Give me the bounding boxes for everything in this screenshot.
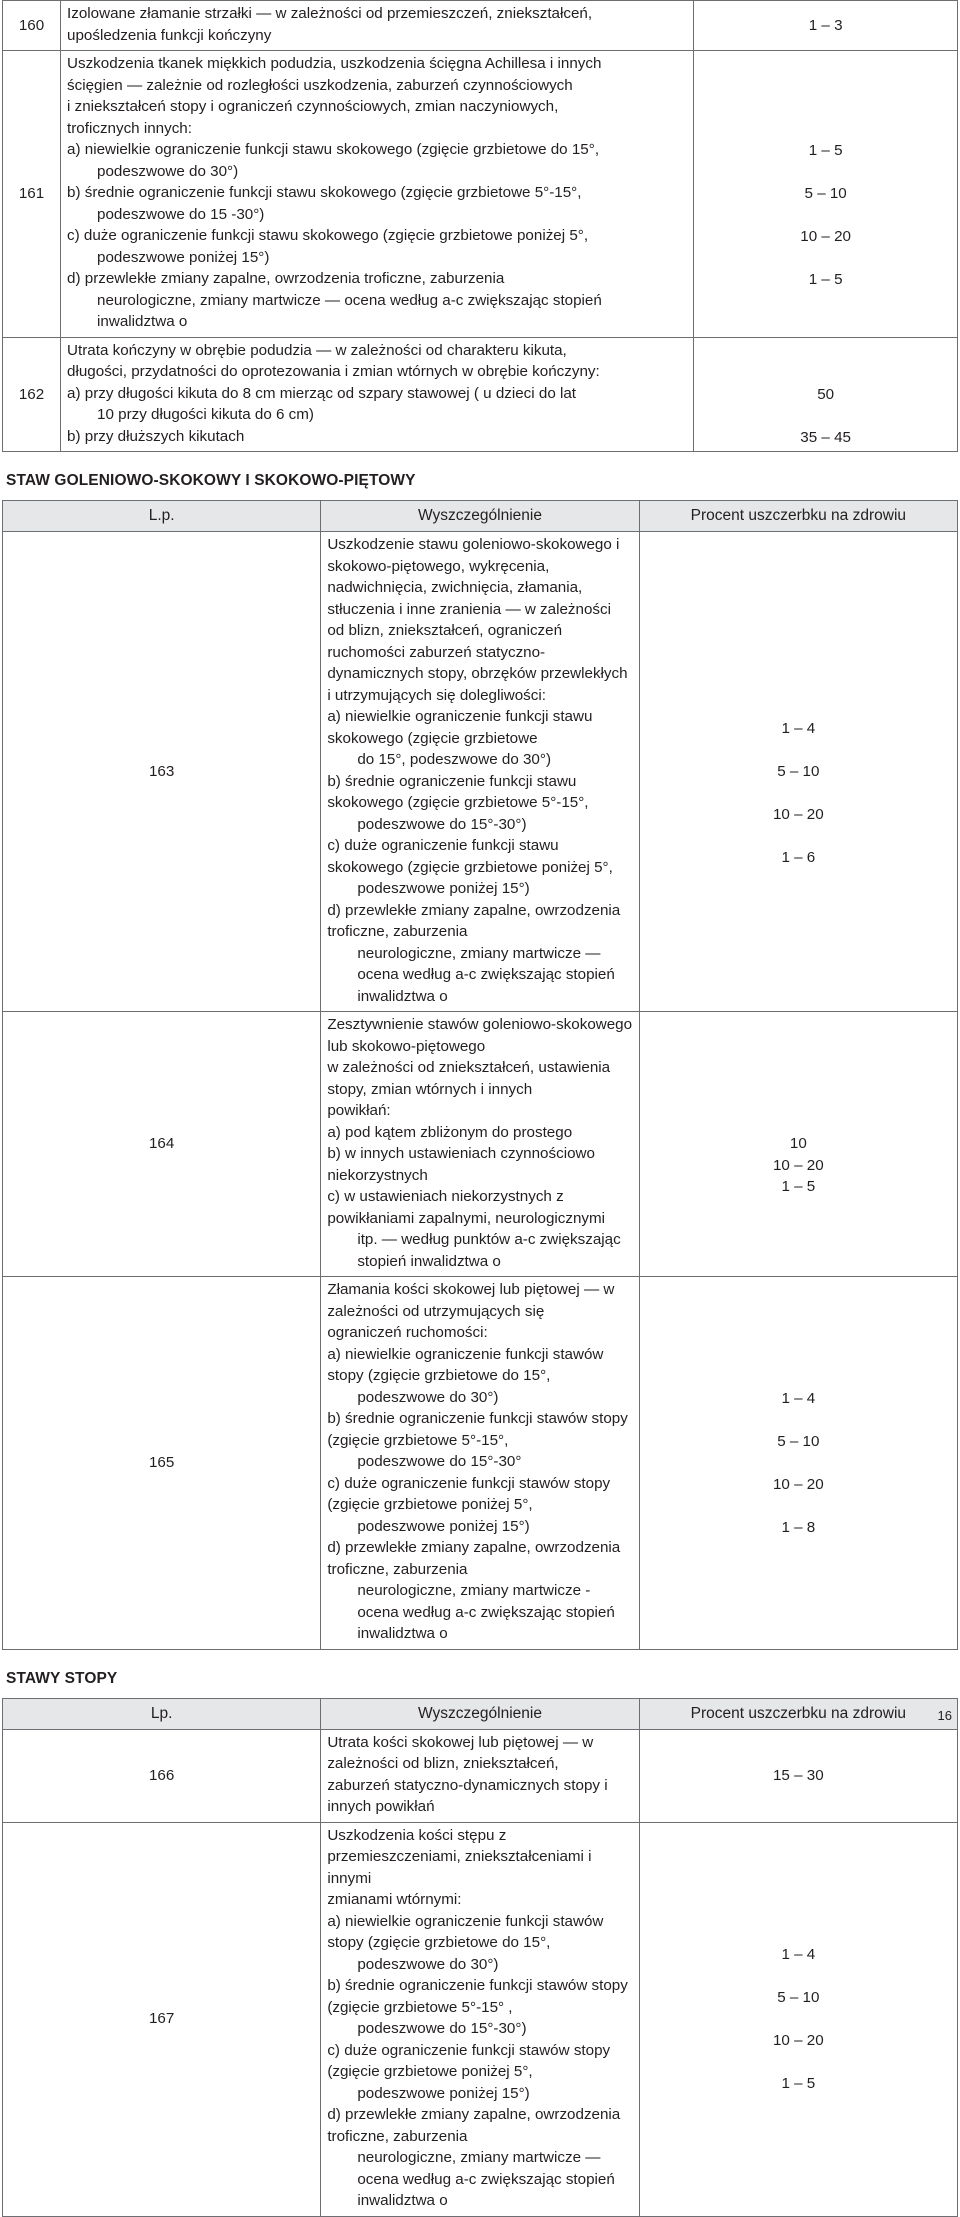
percent-value: 10 – 20 [800, 228, 851, 245]
percent-spacer [641, 1112, 956, 1134]
percent-value: 1 – 4 [781, 1389, 816, 1407]
item-line: podeszwowe do 30°) [357, 1388, 499, 1406]
row-percent [639, 1012, 957, 1277]
item-line: inwalidztwa o [357, 987, 448, 1005]
percent-spacer [695, 248, 956, 270]
percent-value: 1 – 5 [808, 271, 843, 288]
item-line: c) duże ograniczenie funkcji stawów stopy (zgięcie grzbietowe poniżej 5°, [327, 2041, 611, 2080]
percent-value: 1 – 6 [781, 848, 816, 866]
percent-value: 1 – 5 [781, 2074, 816, 2092]
row-number: 160 [3, 1, 61, 51]
percent-spacer [641, 1198, 956, 1220]
description-line: Izolowane złamanie strzałki — w zależności od przemieszczeń, zniekształceń, [67, 5, 593, 22]
row-description [321, 1729, 639, 1822]
percent-spacer [641, 890, 956, 912]
table-header-row [3, 1698, 958, 1729]
row-description [61, 1, 694, 51]
percent-value: 10 – 20 [772, 1156, 824, 1174]
item-line: d) przewlekłe zmiany zapalne, owrzodzenia troficzne, zaburzenia [327, 901, 621, 940]
percent-value: 5 – 10 [777, 1432, 820, 1450]
percent-spacer [695, 119, 956, 141]
percent-spacer [641, 2116, 956, 2138]
percent-spacer [695, 291, 956, 313]
item-line: b) średnie ograniczenie funkcji stawu skokowego (zgięcie grzbietowe 5°-15°, [67, 184, 582, 201]
section-title-ankle: STAW GOLENIOWO-SKOKOWY I SKOKOWO-PIĘTOWY [6, 472, 416, 489]
item-line: a) niewielkie ograniczenie funkcji stawu skokowego (zgięcie grzbietowe [327, 708, 593, 747]
item-line: a) niewielkie ograniczenie funkcji stawu skokowego (zgięcie grzbietowe do 15°, [67, 141, 600, 158]
percent-spacer [695, 76, 956, 98]
description-line: nadwichnięcia, zwichnięcia, złamania, stłuczenia i inne zranienia — w zależności [327, 579, 611, 618]
item-line: podeszwowe poniżej 15°) [357, 2084, 530, 2102]
percent-spacer [641, 2008, 956, 2030]
item-line: do 15°, podeszwowe do 30°) [357, 751, 552, 768]
row-number: 162 [3, 337, 61, 452]
percent-value: 1 – 8 [781, 1518, 816, 1536]
item-line: b) w innych ustawieniach czynnościowo niekorzystnych [327, 1145, 595, 1184]
item-line: podeszwowe do 15°-30° [357, 1453, 522, 1470]
percent-spacer [641, 1965, 956, 1987]
percent-spacer [641, 2051, 956, 2073]
percent-spacer [695, 162, 956, 184]
item-line: c) duże ograniczenie funkcji stawu skokowego (zgięcie grzbietowe poniżej 5°, [327, 837, 613, 876]
percent-value: 10 [789, 1135, 807, 1153]
item-line: inwalidztwa o [357, 2192, 448, 2209]
item-line: podeszwowe do 30°) [357, 1955, 499, 1973]
percent-spacer [641, 825, 956, 847]
header-percent: Procent uszczerbku na zdrowiu [639, 1698, 957, 1729]
item-line: neurologiczne, zmiany martwicze — ocena według a-c zwiększając stopień [97, 291, 602, 309]
table-foot [2, 1698, 958, 2217]
description-line: Złamania kości skokowej lub piętowej — w zależności od utrzymujących się [327, 1281, 615, 1320]
percent-spacer [695, 362, 956, 384]
item-line: podeszwowe do 15°-30°) [357, 815, 527, 833]
description-line: zmianami wtórnymi: [327, 1891, 462, 1908]
percent-value: 5 – 10 [777, 762, 820, 780]
row-number: 164 [3, 1012, 321, 1277]
description-line: Uszkodzenia kości stępu z przemieszczeniami, zniekształceniami i innymi [327, 1826, 592, 1887]
description-line: troficznych innych: [67, 119, 192, 137]
percent-value: 5 – 10 [777, 1988, 820, 2006]
header-lp: L.p. [3, 501, 321, 532]
table-ankle-body [3, 532, 958, 1650]
table-row [3, 1729, 958, 1822]
percent-spacer [641, 1495, 956, 1517]
percent-value: 15 – 30 [772, 1766, 824, 1784]
item-line: b) przy dłuższych kikutach [67, 427, 245, 445]
description-line: zaburzeń statyczno-dynamicznych stopy i innych powikłań [327, 1776, 608, 1815]
percent-spacer [695, 312, 956, 334]
item-line: b) średnie ograniczenie funkcji stawów stopy (zgięcie grzbietowe 5°-15°, [327, 1410, 628, 1449]
item-line: b) średnie ograniczenie funkcji stawów stopy (zgięcie grzbietowe 5°-15° , [327, 1977, 628, 2016]
row-percent [694, 1, 958, 51]
item-line: podeszwowe poniżej 15°) [357, 880, 530, 897]
description-line: Uszkodzenie stawu goleniowo-skokowego i skokowo-piętowego, wykręcenia, [327, 536, 620, 575]
percent-spacer [641, 1560, 956, 1582]
row-number: 161 [3, 51, 61, 338]
percent-spacer [695, 54, 956, 76]
description-line: Uszkodzenia tkanek miękkich podudzia, uszkodzenia ścięgna Achillesa i innych [67, 55, 602, 72]
percent-spacer [695, 97, 956, 119]
percent-spacer [695, 341, 956, 363]
percent-spacer [641, 1069, 956, 1091]
percent-spacer [641, 1452, 956, 1474]
item-line: inwalidztwa o [97, 313, 188, 330]
percent-value: 1 – 4 [781, 1945, 816, 1963]
percent-spacer [695, 405, 956, 427]
item-line: 10 przy długości kikuta do 6 cm) [97, 406, 314, 423]
item-line: inwalidztwa o [357, 1625, 448, 1642]
percent-value: 10 – 20 [772, 1475, 824, 1493]
table-row [3, 1, 958, 51]
table-row [3, 1822, 958, 2216]
table-row [3, 337, 958, 452]
percent-value: 10 – 20 [772, 2031, 824, 2049]
description-line: dynamicznych stopy, obrzęków przewlekłych i utrzymujących się dolegliwości: [327, 665, 628, 704]
percent-spacer [641, 1345, 956, 1367]
percent-spacer [641, 653, 956, 675]
item-line: a) przy długości kikuta do 8 cm mierząc od szpary stawowej ( u dzieci do lat [67, 384, 577, 402]
header-lp: Lp. [3, 1698, 321, 1729]
row-description [321, 1822, 639, 2216]
table-row [3, 51, 958, 338]
percent-value: 1 – 4 [781, 719, 816, 737]
percent-value: 1 – 5 [781, 1178, 816, 1196]
table-ankle [2, 500, 958, 1650]
item-line: a) pod kątem zbliżonym do prostego [327, 1123, 573, 1141]
row-percent [639, 532, 957, 1012]
item-line: c) duże ograniczenie funkcji stawu skokowego (zgięcie grzbietowe poniżej 5°, [67, 227, 589, 244]
table-row [3, 1012, 958, 1277]
percent-spacer [641, 1538, 956, 1560]
row-percent [639, 1277, 957, 1650]
percent-value: 1 – 5 [808, 142, 843, 159]
table-leg [2, 0, 958, 452]
item-line: c) w ustawieniach niekorzystnych z powikłaniami zapalnymi, neurologicznymi [327, 1188, 606, 1227]
header-description: Wyszczególnienie [321, 1698, 639, 1729]
row-percent [639, 1729, 957, 1822]
description-line: i zniekształceń stopy i ograniczeń czynnościowych, zmian naczyniowych, [67, 98, 559, 115]
item-line: itp. — według punktów a-c zwiększając stopień inwalidztwa o [357, 1231, 621, 1270]
item-line: neurologiczne, zmiany martwicze — ocena według a-c zwiększając stopień [357, 944, 615, 983]
item-line: podeszwowe do 30°) [97, 162, 239, 180]
percent-spacer [641, 1901, 956, 1923]
item-line: podeszwowe do 15°-30°) [357, 2020, 527, 2037]
row-description [321, 1277, 639, 1650]
description-line: ograniczeń ruchomości: [327, 1324, 488, 1341]
percent-value: 1 – 3 [808, 16, 843, 34]
description-line: powikłań: [327, 1102, 391, 1119]
description-line: od blizn, zniekształceń, ograniczeń ruchomości zaburzeń statyczno- [327, 622, 563, 661]
item-line: a) niewielkie ograniczenie funkcji stawów stopy (zgięcie grzbietowe do 15°, [327, 1912, 604, 1951]
description-line: Zesztywnienie stawów goleniowo-skokowego lub skokowo-piętowego [327, 1016, 633, 1055]
header-percent: Procent uszczerbku na zdrowiu [639, 501, 957, 532]
percent-spacer [641, 1366, 956, 1388]
percent-spacer [641, 2094, 956, 2116]
row-description [321, 532, 639, 1012]
item-line: podeszwowe poniżej 15°) [357, 1517, 530, 1535]
row-number: 165 [3, 1277, 321, 1650]
row-number: 166 [3, 1729, 321, 1822]
percent-spacer [641, 1090, 956, 1112]
item-line: b) średnie ograniczenie funkcji stawu skokowego (zgięcie grzbietowe 5°-15°, [327, 772, 589, 811]
description-line: Utrata kości skokowej lub piętowej — w zależności od blizn, zniekształceń, [327, 1733, 594, 1772]
percent-spacer [641, 675, 956, 697]
percent-spacer [641, 739, 956, 761]
table-row [3, 1277, 958, 1650]
header-description: Wyszczególnienie [321, 501, 639, 532]
percent-value: 35 – 45 [800, 428, 851, 446]
row-description [61, 337, 694, 452]
percent-spacer [641, 782, 956, 804]
percent-spacer [641, 632, 956, 654]
description-line: upośledzenia funkcji kończyny [67, 26, 272, 44]
percent-value: 10 – 20 [772, 805, 824, 823]
description-line: Utrata kończyny w obrębie podudzia — w zależności od charakteru kikuta, [67, 341, 567, 359]
table-leg-body [3, 1, 958, 452]
item-line: d) przewlekłe zmiany zapalne, owrzodzenia troficzne, zaburzenia [67, 270, 505, 287]
item-line: d) przewlekłe zmiany zapalne, owrzodzenia troficzne, zaburzenia [327, 1539, 621, 1578]
item-line: neurologiczne, zmiany martwicze — ocena według a-c zwiększając stopień [357, 2149, 615, 2188]
section-title-foot: STAWY STOPY [6, 1669, 118, 1687]
table-header-row [3, 501, 958, 532]
table-row [3, 532, 958, 1012]
table-foot-body [3, 1729, 958, 2216]
row-percent [694, 51, 958, 338]
row-number: 167 [3, 1822, 321, 2216]
percent-value: 5 – 10 [804, 185, 847, 202]
item-line: a) niewielkie ograniczenie funkcji stawów stopy (zgięcie grzbietowe do 15°, [327, 1345, 604, 1384]
percent-value: 50 [817, 385, 835, 403]
percent-spacer [641, 868, 956, 890]
description-line: ścięgien — zależnie od rozległości uszkodzenia, zaburzeń czynnościowych [67, 76, 573, 94]
item-line: neurologiczne, zmiany martwicze - ocena według a-c zwiększając stopień [357, 1582, 615, 1621]
percent-spacer [641, 696, 956, 718]
row-percent [639, 1822, 957, 2216]
percent-spacer [641, 1922, 956, 1944]
item-line: podeszwowe do 15 -30°) [97, 205, 265, 223]
row-number: 163 [3, 532, 321, 1012]
percent-spacer [695, 205, 956, 227]
page-number: 16 [937, 1708, 952, 1723]
row-percent [694, 337, 958, 452]
item-line: c) duże ograniczenie funkcji stawów stopy (zgięcie grzbietowe poniżej 5°, [327, 1474, 611, 1513]
item-line: podeszwowe poniżej 15°) [97, 248, 270, 266]
item-line: d) przewlekłe zmiany zapalne, owrzodzenia troficzne, zaburzenia [327, 2106, 621, 2145]
row-description [61, 51, 694, 338]
row-description [321, 1012, 639, 1277]
description-line: w zależności od zniekształceń, ustawienia stopy, zmian wtórnych i innych [327, 1059, 611, 1098]
percent-spacer [641, 1409, 956, 1431]
description-line: długości, przydatności do oprotezowania i zmian wtórnych w obrębie kończyny: [67, 363, 600, 380]
